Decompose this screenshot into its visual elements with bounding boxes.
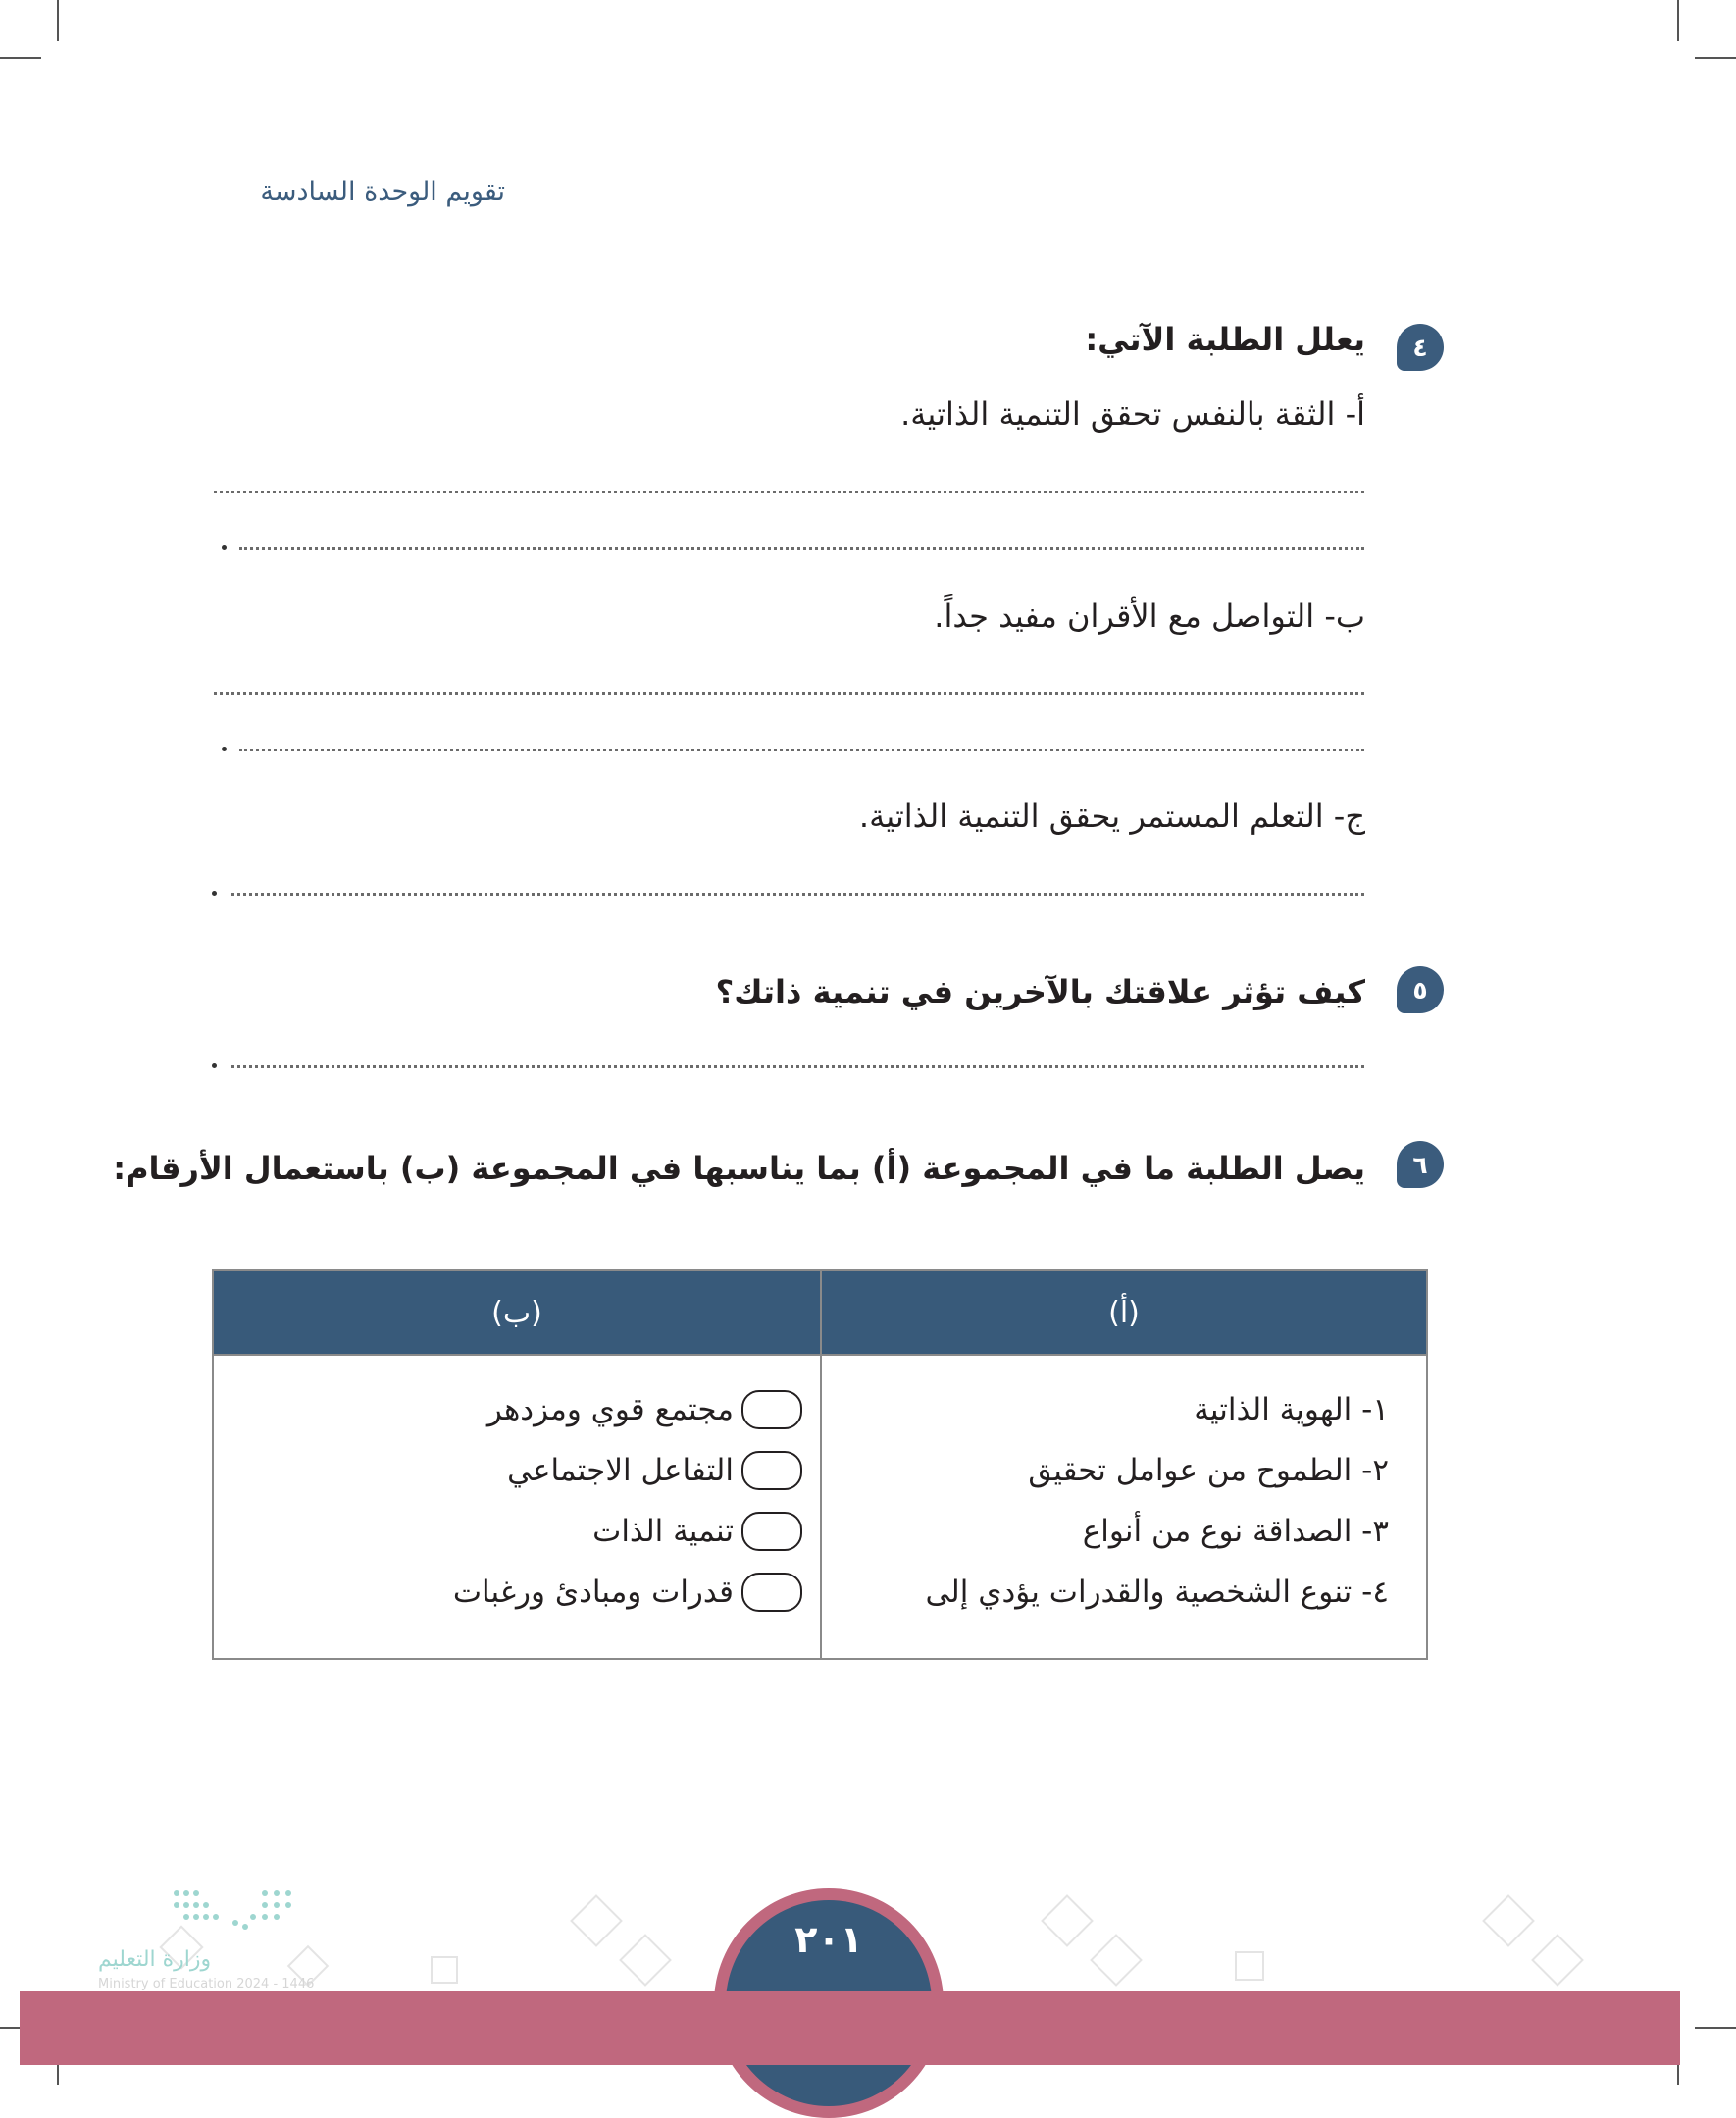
column-b-item [351, 1440, 802, 1501]
matching-table [212, 1269, 1428, 1660]
ministry-logo-text: وزارة التعليم [98, 1947, 212, 1972]
column-a-list [925, 1379, 1389, 1623]
question-number-badge: ٦ [1397, 1141, 1444, 1188]
page-number: ٢٠١ [726, 1900, 932, 2106]
answer-oval[interactable] [741, 1451, 802, 1490]
column-b-item [351, 1562, 802, 1623]
full-stop-dot [212, 1063, 217, 1068]
answer-line[interactable] [231, 893, 1364, 896]
column-a-item: ١- الهوية الذاتية [1194, 1392, 1389, 1427]
question-prompt: يعلل الطلبة الآتي: [1085, 321, 1365, 358]
answer-line[interactable] [239, 547, 1364, 550]
full-stop-dot [222, 747, 227, 751]
answer-line[interactable] [239, 749, 1364, 751]
page-header-title: تقويم الوحدة السادسة [260, 177, 505, 207]
answer-line[interactable] [231, 1065, 1364, 1068]
question-prompt: كيف تؤثر علاقتك بالآخرين في تنمية ذاتك؟ [715, 973, 1365, 1010]
column-b-text: التفاعل الاجتماعي [507, 1453, 734, 1488]
answer-line[interactable] [214, 692, 1364, 695]
full-stop-dot [222, 545, 227, 550]
answer-oval[interactable] [741, 1390, 802, 1429]
column-b-item [351, 1379, 802, 1440]
column-a-item: ٢- الطموح من عوامل تحقيق [1028, 1453, 1389, 1488]
sub-question-b: ب- التواصل مع الأقران مفيد جداً. [934, 597, 1365, 635]
table-header-b: (ب) [214, 1271, 820, 1354]
column-b-list [351, 1379, 802, 1623]
column-b-text: مجتمع قوي ومزدهر [486, 1392, 734, 1427]
ministry-logo-subtext: Ministry of Education 2024 - 1446 [98, 1977, 315, 1991]
crop-mark [57, 0, 59, 41]
footer-band [687, 1991, 981, 2065]
crop-mark [1695, 57, 1736, 59]
question-number-badge: ٥ [1397, 966, 1444, 1013]
column-a-item: ٤- تنوع الشخصية والقدرات يؤدي إلى [925, 1575, 1389, 1610]
answer-line[interactable] [214, 491, 1364, 493]
crop-mark [1677, 0, 1679, 41]
question-prompt: يصل الطلبة ما في المجموعة (أ) بما يناسبها في المجموعة (ب) باستعمال الأرقام: [113, 1150, 1365, 1187]
sub-question-a: أ- الثقة بالنفس تحقق التنمية الذاتية. [900, 395, 1365, 433]
ministry-logo-icon [167, 1884, 324, 1942]
sub-question-c: ج- التعلم المستمر يحقق التنمية الذاتية. [858, 798, 1365, 835]
column-b-text: قدرات ومبادئ ورغبات [452, 1575, 734, 1610]
table-divider [820, 1271, 822, 1658]
full-stop-dot [212, 891, 217, 896]
column-a-item: ٣- الصداقة نوع من أنواع [1082, 1514, 1389, 1549]
answer-oval[interactable] [741, 1573, 802, 1612]
table-header-a: (أ) [822, 1271, 1426, 1354]
crop-mark [0, 57, 41, 59]
answer-oval[interactable] [741, 1512, 802, 1551]
crop-mark [1695, 2027, 1736, 2029]
question-number-badge: ٤ [1397, 324, 1444, 371]
column-b-item [351, 1501, 802, 1562]
column-b-text: تنمية الذات [592, 1514, 734, 1549]
